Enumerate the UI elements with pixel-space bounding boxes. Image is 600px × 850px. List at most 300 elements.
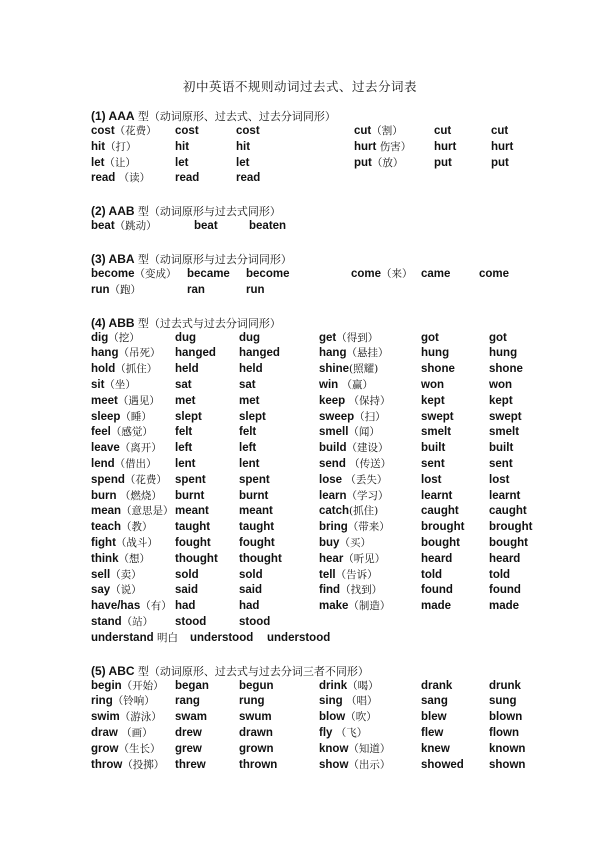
- verb-row: [91, 679, 551, 695]
- verb-word: find: [319, 584, 341, 597]
- verb-row: [91, 710, 551, 726]
- verb-past-participle: [489, 679, 521, 695]
- verb-word: hurt: [354, 140, 377, 153]
- verb-word: run: [246, 283, 265, 296]
- verb-word: cost: [175, 125, 199, 137]
- verb-past-participle: [246, 267, 289, 283]
- verb-word: become: [246, 267, 290, 280]
- verb-word: hold: [91, 363, 116, 376]
- verb-meaning: （飞）: [332, 726, 368, 739]
- verb-word: brought: [489, 521, 533, 534]
- verb-word: buy: [319, 536, 340, 549]
- verb-word: swam: [175, 711, 207, 724]
- verb-meaning: （割）: [371, 125, 403, 137]
- verb-base-form: [91, 742, 160, 758]
- verb-word: sit: [91, 378, 105, 391]
- section-abb: [91, 315, 551, 647]
- verb-meaning: （战斗）: [115, 536, 158, 549]
- verb-past-tense: [421, 742, 450, 758]
- verb-word: met: [239, 394, 260, 407]
- verb-word: thrown: [239, 758, 278, 771]
- verb-row: [91, 156, 551, 172]
- verb-past-tense: [175, 346, 216, 362]
- verb-row: [91, 441, 551, 457]
- verb-meaning: （打）: [105, 140, 137, 153]
- verb-base-form: [91, 599, 172, 615]
- verb-base-form: [319, 346, 388, 362]
- verb-row: [91, 410, 551, 426]
- verb-meaning: （借出）: [114, 457, 157, 470]
- verb-word: taught: [239, 521, 275, 534]
- verb-past-tense: [175, 679, 209, 695]
- verb-word: begin: [91, 679, 122, 692]
- verb-meaning: （想）: [118, 552, 150, 565]
- verb-past-participle: [239, 489, 268, 505]
- verb-past-participle: [489, 694, 516, 710]
- verb-meaning: 明白: [153, 631, 178, 644]
- verb-past-tense: [421, 520, 464, 536]
- verb-past-tense: [175, 536, 211, 552]
- section-description: 型（过去式与过去分词同形）: [137, 316, 281, 330]
- verb-base-form: [319, 520, 390, 536]
- verb-base-form: [319, 362, 378, 378]
- verb-word: read: [236, 172, 261, 185]
- verb-tables: [91, 108, 551, 789]
- verb-word: hurt: [491, 140, 514, 153]
- verb-word: burnt: [239, 489, 269, 502]
- verb-past-tense: [175, 568, 199, 584]
- verb-meaning: （变成）: [134, 267, 177, 280]
- verb-past-participle: [489, 726, 519, 742]
- verb-row: [91, 758, 551, 774]
- verb-word: hit: [91, 140, 106, 153]
- verb-word: grown: [239, 742, 274, 755]
- verb-word: leave: [91, 442, 120, 455]
- verb-meaning: （找到）: [340, 584, 383, 597]
- verb-past-participle: [239, 410, 266, 426]
- verb-word: let: [91, 156, 105, 169]
- verb-word: get: [319, 331, 337, 344]
- verb-meaning: （感觉）: [110, 426, 153, 439]
- verb-word: make: [319, 600, 349, 613]
- verb-past-participle: [489, 441, 513, 457]
- verb-word: win: [319, 378, 339, 391]
- verb-word: catch: [319, 505, 350, 518]
- verb-row: [91, 489, 551, 505]
- verb-meaning: （读）: [115, 172, 151, 185]
- verb-base-form: [91, 758, 164, 774]
- verb-past-participle: [239, 679, 274, 695]
- verb-word: understood: [190, 631, 254, 644]
- section-description: 型（动词原形、过去式、过去分词同形）: [137, 110, 336, 123]
- verb-base-form: [91, 489, 162, 505]
- verb-base-form: [91, 378, 136, 394]
- verb-meaning: （保持）: [345, 394, 391, 407]
- verb-row: [91, 124, 551, 140]
- verb-word: blow: [319, 711, 346, 724]
- verb-word: understood: [267, 631, 331, 644]
- verb-past-tense: [421, 489, 452, 505]
- verb-word: made: [489, 600, 520, 613]
- verb-past-tense: [175, 473, 206, 489]
- verb-past-participle: [239, 694, 265, 710]
- verb-meaning: （燃烧）: [116, 489, 162, 502]
- verb-past-tense: [175, 156, 188, 172]
- verb-row: [91, 362, 551, 378]
- verb-word: grew: [175, 742, 202, 755]
- verb-past-participle: [239, 726, 273, 742]
- verb-past-participle: [239, 346, 280, 362]
- verb-base-form: [319, 504, 378, 520]
- verb-word: sat: [239, 378, 256, 391]
- verb-base-form: [91, 631, 178, 647]
- verb-past-participle: [489, 378, 512, 394]
- verb-past-participle: [489, 394, 513, 410]
- verb-past-tense: [175, 599, 195, 615]
- verb-past-tense: [421, 394, 445, 410]
- verb-past-tense: [175, 410, 202, 426]
- verb-meaning: （开始）: [121, 679, 164, 692]
- section-heading: [91, 203, 551, 219]
- verb-word: swim: [91, 711, 120, 724]
- verb-base-form: [91, 552, 150, 568]
- verb-word: cost: [236, 125, 260, 137]
- verb-past-participle: [236, 171, 260, 187]
- verb-word: lost: [421, 473, 442, 486]
- verb-past-tense: [421, 346, 449, 362]
- verb-word: bought: [489, 536, 528, 549]
- verb-base-form: [91, 410, 152, 426]
- verb-word: thought: [175, 552, 218, 565]
- verb-word: won: [489, 378, 512, 391]
- verb-base-form: [91, 362, 157, 378]
- verb-base-form: [351, 267, 413, 283]
- verb-word: sweep: [319, 410, 355, 423]
- verb-word: say: [91, 584, 111, 597]
- verb-past-participle: [239, 504, 273, 520]
- verb-past-tense: [434, 156, 452, 172]
- section-code: (4) ABB: [91, 315, 135, 330]
- verb-base-form: [319, 378, 373, 394]
- verb-row: [91, 140, 551, 156]
- verb-word: throw: [91, 758, 123, 771]
- verb-word: lost: [489, 473, 510, 486]
- verb-word: cut: [434, 125, 452, 137]
- verb-meaning: (照耀): [349, 363, 379, 376]
- verb-word: fly: [319, 726, 333, 739]
- verb-word: slept: [239, 410, 266, 423]
- verb-past-participle: [489, 473, 509, 489]
- verb-base-form: [319, 694, 377, 710]
- verb-past-tense: [187, 267, 230, 283]
- verb-base-form: [319, 425, 380, 441]
- verb-past-participle: [489, 758, 525, 774]
- section-description: 型（动词原形与过去式同形）: [137, 205, 281, 219]
- verb-base-form: [91, 124, 157, 140]
- verb-word: had: [175, 600, 196, 613]
- verb-word: sold: [175, 568, 199, 581]
- verb-word: sent: [421, 457, 445, 470]
- verb-meaning: （遇见）: [117, 394, 160, 407]
- verb-past-tense: [175, 441, 192, 457]
- verb-past-participle: [491, 156, 509, 172]
- verb-past-participle: [239, 457, 259, 473]
- verb-word: heard: [489, 552, 521, 565]
- verb-meaning: （抓住）: [115, 363, 158, 376]
- verb-meaning: （扫）: [354, 410, 386, 423]
- verb-word: send: [319, 457, 346, 470]
- verb-word: taught: [175, 521, 211, 534]
- verb-base-form: [354, 156, 403, 172]
- verb-word: grow: [91, 742, 119, 755]
- verb-base-form: [319, 726, 367, 742]
- verb-meaning: 伤害）: [376, 140, 412, 153]
- verb-word: let: [175, 156, 189, 169]
- verb-word: know: [319, 742, 349, 755]
- verb-word: sat: [175, 378, 192, 391]
- verb-word: hurt: [434, 140, 457, 153]
- verb-word: lent: [239, 457, 260, 470]
- verb-row: [91, 583, 551, 599]
- verb-meaning: （站）: [121, 615, 154, 628]
- section-heading: [91, 108, 551, 124]
- verb-word: brought: [421, 521, 465, 534]
- verb-word: hanged: [175, 347, 216, 360]
- verb-past-participle: [489, 410, 522, 426]
- verb-word: kept: [489, 394, 513, 407]
- verb-word: sang: [421, 695, 448, 708]
- verb-past-participle: [489, 568, 510, 584]
- verb-word: found: [489, 584, 521, 597]
- verb-meaning: （离开）: [119, 442, 162, 455]
- verb-row: [91, 504, 551, 520]
- verb-word: kept: [421, 394, 445, 407]
- verb-word: run: [91, 283, 110, 296]
- verb-word: hanged: [239, 347, 280, 360]
- verb-word: bring: [319, 521, 348, 534]
- verb-meaning: （闻）: [348, 426, 380, 439]
- verb-word: came: [421, 267, 451, 280]
- verb-word: understand: [91, 631, 154, 644]
- verb-base-form: [91, 425, 153, 441]
- verb-word: feel: [91, 426, 111, 439]
- verb-meaning: （来）: [381, 267, 413, 280]
- verb-word: learnt: [421, 489, 453, 502]
- verb-past-participle: [489, 536, 528, 552]
- verb-word: cut: [354, 125, 372, 137]
- section-aaa: [91, 108, 551, 187]
- verb-past-participle: [489, 520, 532, 536]
- verb-base-form: [319, 599, 390, 615]
- verb-meaning: （买）: [339, 536, 371, 549]
- verb-meaning: （有）: [140, 600, 172, 613]
- verb-meaning: （悬挂）: [346, 347, 389, 360]
- verb-past-participle: [491, 124, 508, 140]
- verb-word: draw: [91, 726, 118, 739]
- verb-meaning: （吹）: [345, 711, 377, 724]
- verb-word: fought: [175, 536, 211, 549]
- verb-word: felt: [175, 426, 193, 439]
- verb-word: won: [421, 378, 444, 391]
- verb-past-tense: [421, 599, 451, 615]
- verb-word: teach: [91, 521, 122, 534]
- verb-word: heard: [421, 552, 453, 565]
- verb-past-participle: [239, 583, 262, 599]
- verb-word: spent: [239, 473, 270, 486]
- verb-base-form: [319, 441, 388, 457]
- verb-meaning: （花费）: [114, 125, 157, 137]
- verb-word: known: [489, 742, 526, 755]
- verb-past-participle: [239, 568, 263, 584]
- verb-base-form: [319, 742, 390, 758]
- verb-row: [91, 552, 551, 568]
- verb-base-form: [319, 489, 389, 505]
- verb-base-form: [319, 410, 386, 426]
- verb-row: [91, 599, 551, 615]
- verb-past-participle: [239, 378, 256, 394]
- verb-word: met: [175, 394, 196, 407]
- verb-word: lent: [175, 457, 196, 470]
- verb-word: told: [421, 568, 443, 581]
- verb-word: knew: [421, 742, 450, 755]
- verb-past-tense: [421, 410, 454, 426]
- verb-word: threw: [175, 758, 206, 771]
- verb-past-tense: [421, 568, 442, 584]
- verb-meaning: （吊死）: [118, 347, 161, 360]
- verb-past-tense: [434, 124, 451, 140]
- verb-past-participle: [239, 599, 259, 615]
- verb-word: come: [479, 267, 510, 280]
- verb-word: showed: [421, 758, 464, 771]
- verb-past-participle: [489, 504, 527, 520]
- verb-past-tense: [175, 140, 189, 156]
- verb-past-participle: [239, 552, 282, 568]
- verb-word: smell: [319, 426, 349, 439]
- verb-past-participle: [489, 742, 525, 758]
- section-code: (1) AAA: [91, 109, 135, 123]
- verb-base-form: [91, 171, 150, 187]
- verb-word: got: [421, 331, 439, 344]
- verb-past-tense: [175, 425, 192, 441]
- verb-base-form: [91, 679, 164, 695]
- verb-word: built: [421, 442, 446, 455]
- verb-word: put: [434, 156, 452, 169]
- verb-word: rang: [175, 695, 200, 708]
- verb-base-form: [319, 758, 390, 774]
- verb-word: keep: [319, 394, 346, 407]
- verb-word: cut: [491, 125, 509, 137]
- verb-row: [91, 267, 551, 283]
- verb-past-tense: [421, 362, 455, 378]
- verb-word: spent: [175, 473, 206, 486]
- verb-meaning: （睡）: [120, 410, 152, 423]
- verb-word: shone: [421, 363, 455, 376]
- verb-past-participle: [239, 520, 274, 536]
- verb-past-participle: [239, 394, 259, 410]
- verb-word: got: [489, 331, 507, 344]
- verb-past-participle: [489, 346, 517, 362]
- verb-base-form: [91, 520, 153, 536]
- verb-word: sung: [489, 695, 517, 708]
- verb-past-tense: [175, 520, 210, 536]
- verb-past-tense: [175, 362, 199, 378]
- verb-meaning: （知道）: [348, 742, 391, 755]
- verb-meaning: （学习）: [346, 489, 389, 502]
- verb-base-form: [91, 267, 176, 283]
- verb-word: found: [421, 584, 453, 597]
- verb-word: lose: [319, 473, 343, 486]
- verb-past-participle: [239, 758, 277, 774]
- verb-word: rung: [239, 695, 265, 708]
- verb-word: dug: [239, 331, 261, 344]
- verb-row: [91, 378, 551, 394]
- verb-past-participle: [489, 457, 513, 473]
- verb-word: swept: [489, 410, 522, 423]
- verb-meaning: （铃响）: [112, 695, 155, 708]
- verb-word: come: [351, 267, 382, 280]
- verb-meaning: （丢失）: [342, 473, 388, 486]
- verb-word: put: [491, 156, 509, 169]
- verb-meaning: （坐）: [104, 378, 136, 391]
- verb-meaning: （带来）: [347, 521, 390, 534]
- verb-word: caught: [421, 505, 459, 518]
- verb-base-form: [91, 473, 167, 489]
- verb-past-tense: [175, 583, 198, 599]
- verb-past-tense: [421, 267, 450, 283]
- verb-past-participle: [236, 124, 260, 140]
- verb-past-tense: [187, 283, 205, 299]
- verb-base-form: [319, 583, 382, 599]
- verb-past-participle: [239, 331, 260, 347]
- section-aba: [91, 251, 551, 299]
- verb-past-tense: [421, 504, 459, 520]
- verb-base-form: [91, 346, 160, 362]
- verb-word: become: [91, 267, 135, 280]
- verb-past-tense: [421, 378, 444, 394]
- verb-meaning: （意思是）: [121, 505, 174, 518]
- verb-past-tense: [175, 694, 200, 710]
- verb-meaning: （制造）: [348, 600, 391, 613]
- verb-past-tense: [434, 140, 456, 156]
- verb-word: sent: [489, 457, 513, 470]
- verb-past-tense: [175, 504, 209, 520]
- verb-word: felt: [239, 426, 257, 439]
- verb-past-tense: [421, 583, 453, 599]
- verb-base-form: [91, 710, 162, 726]
- verb-base-form: [354, 140, 411, 156]
- section-heading: [91, 315, 551, 331]
- verb-base-form: [91, 568, 142, 584]
- verb-base-form: [319, 473, 387, 489]
- verb-base-form: [319, 679, 379, 695]
- verb-word: drunk: [489, 679, 521, 692]
- verb-word: ran: [187, 283, 205, 296]
- verb-past-tense: [175, 394, 195, 410]
- verb-past-tense: [421, 425, 451, 441]
- verb-base-form: [319, 552, 385, 568]
- verb-meaning: (抓住): [349, 505, 379, 518]
- verb-word: hang: [319, 347, 347, 360]
- verb-word: hung: [489, 347, 518, 360]
- verb-meaning: （听见）: [343, 552, 386, 565]
- verb-word: cost: [91, 125, 115, 137]
- verb-base-form: [319, 710, 377, 726]
- verb-past-tense: [175, 710, 207, 726]
- verb-past-tense: [175, 124, 199, 140]
- verb-past-tense: [175, 489, 204, 505]
- verb-past-participle: [239, 425, 256, 441]
- verb-word: held: [239, 363, 263, 376]
